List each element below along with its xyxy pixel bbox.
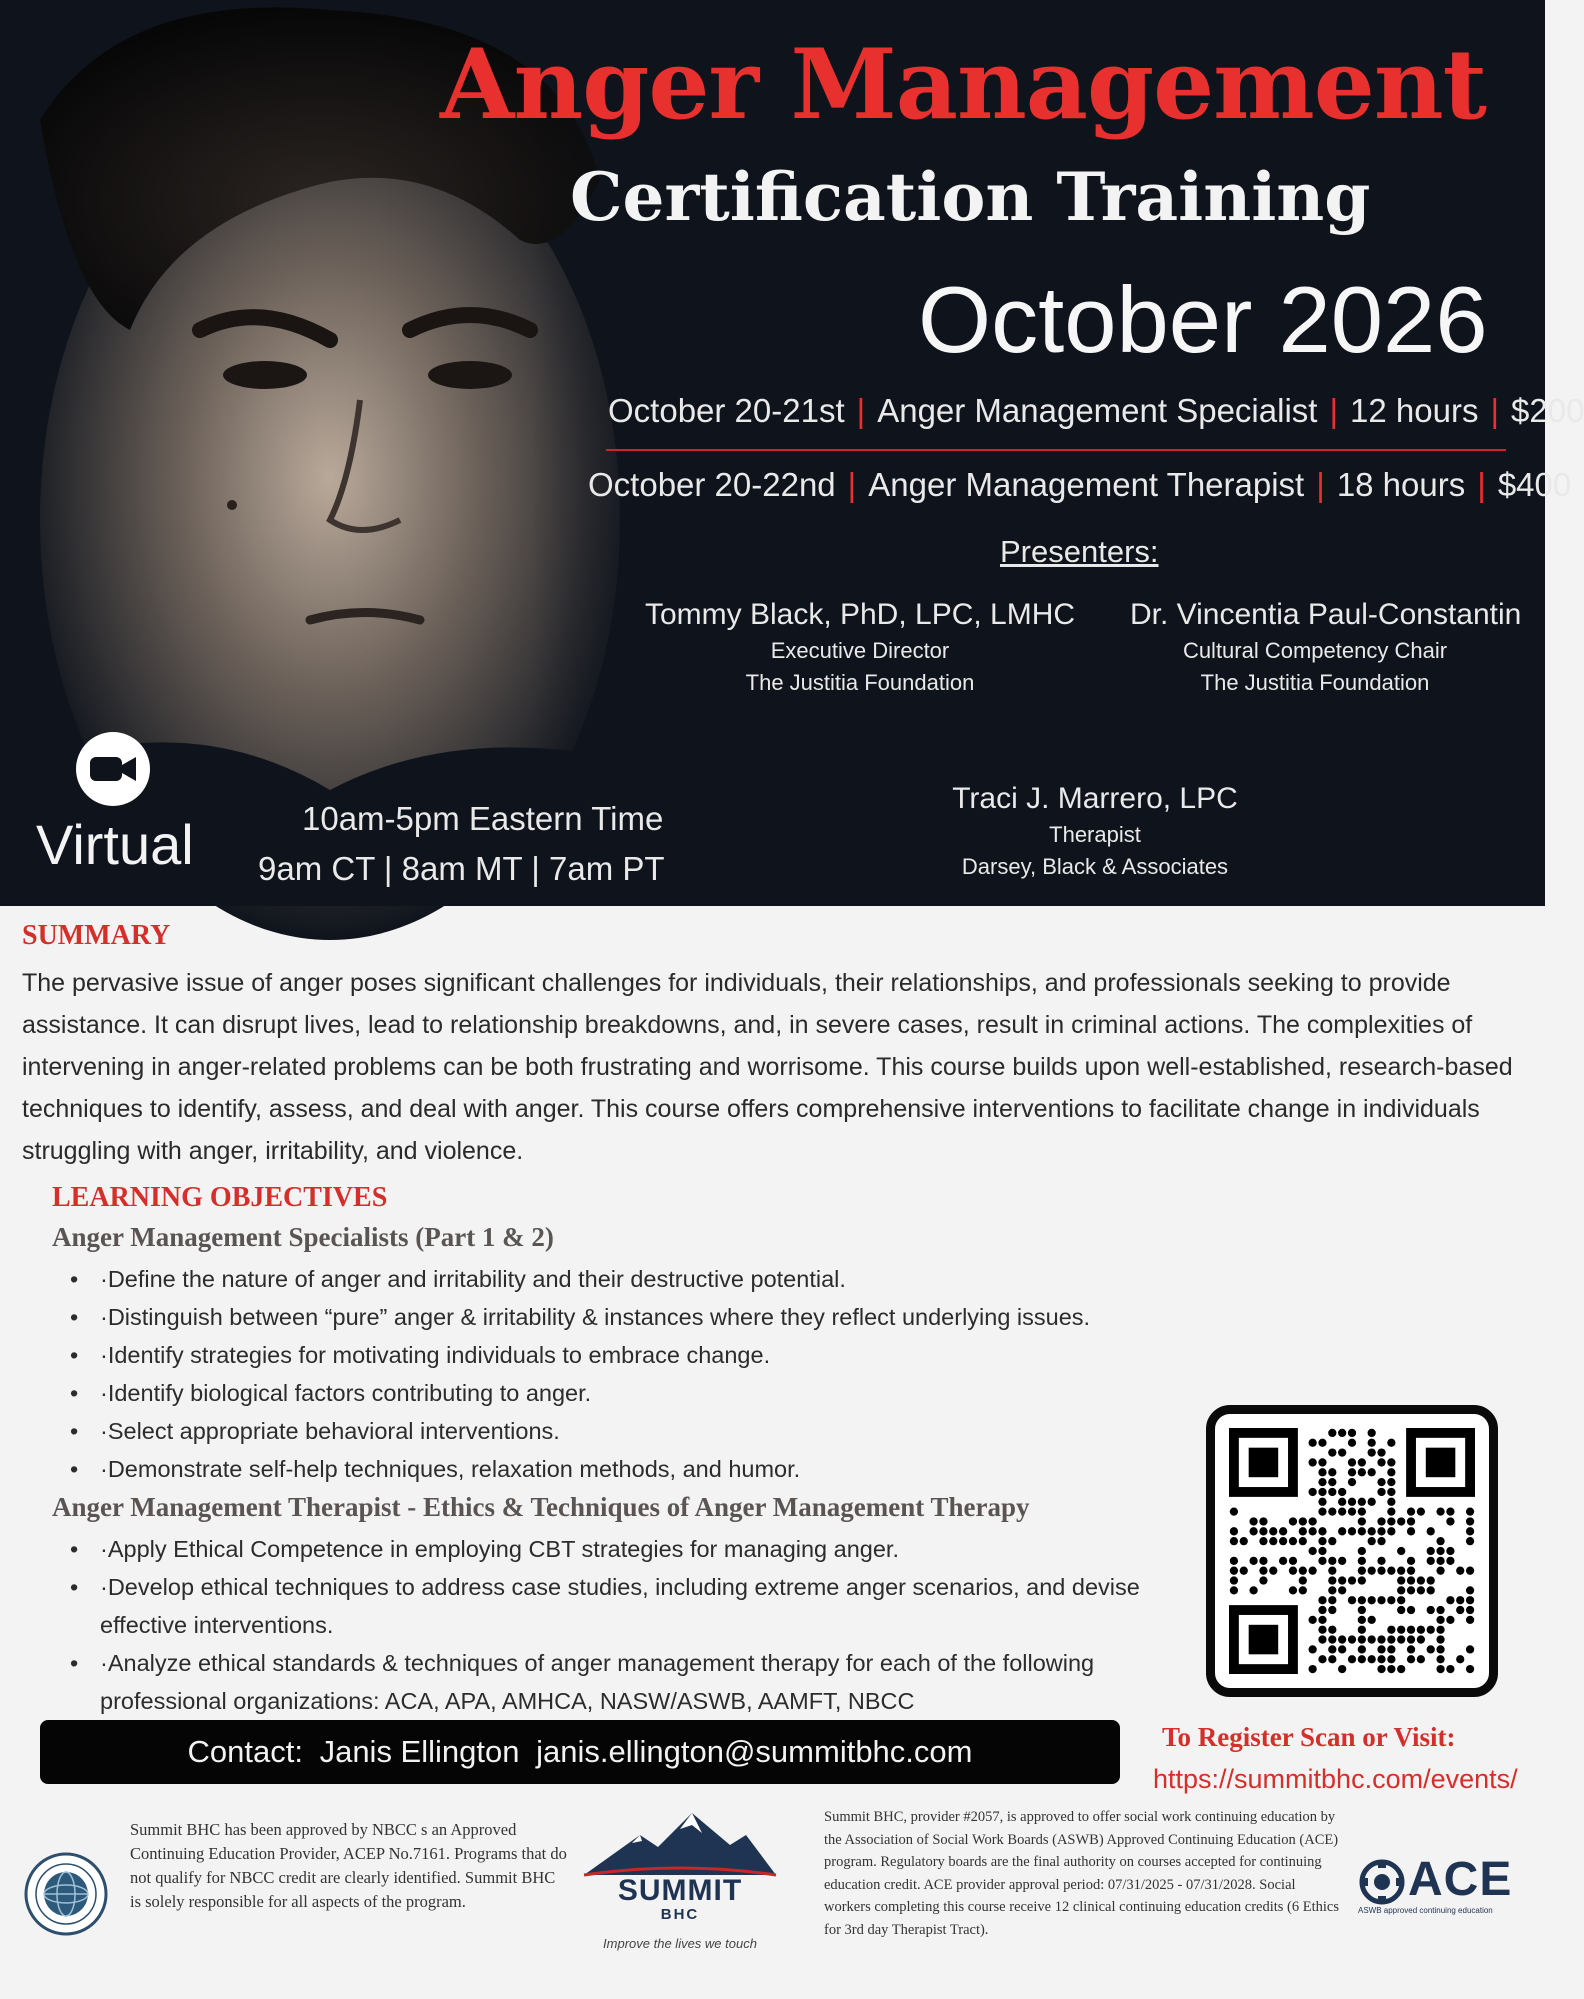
ace-logo-word: ACE	[1408, 1853, 1513, 1906]
list-item: • ·Identify biological factors contributing to anger.	[70, 1374, 1170, 1412]
presenter-org: The Justitia Foundation	[1200, 670, 1430, 695]
presenter-role: Therapist	[1049, 822, 1141, 847]
list-item: • ·Distinguish between “pure” anger & irritability & instances where they reflect underlying issues.	[70, 1298, 1170, 1336]
registration-qr-code[interactable]	[1206, 1405, 1498, 1697]
summary-paragraph: The pervasive issue of anger poses significant challenges for individuals, their relationships, and professionals seeking to provide assistance. It can disrupt lives, lead to relationship breakdowns, and, in severe cases, result in criminal actions. The complexities of intervening in anger-related problems can be both frustrating and worrisome. This course builds upon well-established, research-based techniques to identify, assess, and deal with anger. This course offers comprehensive interventions to facilitate change in individuals struggling with anger, irritability, and violence.	[22, 969, 1513, 1165]
event-title: Anger Management	[440, 28, 1486, 141]
session-name: Anger Management Specialist	[877, 392, 1318, 429]
list-item: • ·Select appropriate behavioral interventions.	[70, 1412, 1170, 1450]
session-hours: 18 hours	[1336, 466, 1466, 503]
list-item: • ·Analyze ethical standards & techniques of anger management therapy for each of the following professional organizations: ACA, APA, AMHCA, NASW/ASWB, AAMFT, NBCC	[70, 1644, 1190, 1720]
time-other-zones: 9am CT | 8am MT | 7am PT	[258, 850, 665, 887]
time-eastern: 10am-5pm Eastern Time	[302, 800, 664, 837]
summit-tagline: Improve the lives we touch	[603, 1936, 757, 1951]
hero-banner	[0, 0, 1584, 906]
ace-logo-sub: ASWB approved continuing education	[1358, 1906, 1493, 1915]
nbcc-approval-text: Summit BHC has been approved by NBCC s an Approved Continuing Education Provider, ACEP No.7161. Programs that do not qualify for NBCC credit are clearly identified. Summit BHC is solely responsible for all aspects of the program.	[130, 1820, 567, 1911]
list-item: • ·Apply Ethical Competence in employing CBT strategies for managing anger.	[70, 1530, 1190, 1568]
specialist-objectives-list	[70, 1260, 1170, 1488]
session-dates: October 20-22nd	[588, 466, 836, 503]
presenter-name: Tommy Black, PhD, LPC, LMHC	[644, 598, 1076, 631]
presenter-org: The Justitia Foundation	[745, 670, 975, 695]
session-therapist: October 20-22nd | Anger Management Therapist | 18 hours | $400	[588, 466, 1572, 503]
contact-bar	[40, 1720, 1120, 1784]
presenter-name: Dr. Vincentia Paul-Constantin	[1130, 598, 1522, 631]
register-link[interactable]: https://summitbhc.com/events/	[1153, 1764, 1518, 1794]
aswb-approval-text: Summit BHC, provider #2057, is approved to offer social work continuing education by the Association of Social Work Boards (ASWB) Approved Continuing Education (ACE) program. Regulatory boards are the final authority on courses accepted for continuing education credit. ACE provider approval period: 07/31/2025 - 07/31/2028. Social workers completing this course receive 12 clinical continuing education credits (6 Ethics for 3rd day Therapist Tract).	[824, 1809, 1339, 1938]
summit-logo-sub: BHC	[660, 1906, 700, 1923]
therapist-objectives-title: Anger Management Therapist - Ethics & Techniques of Anger Management Therapy	[52, 1492, 1030, 1522]
presenter-card	[1130, 598, 1522, 696]
session-name: Anger Management Therapist	[868, 466, 1305, 503]
nbcc-seal-icon	[24, 1852, 108, 1936]
session-divider	[606, 449, 1506, 451]
contact-label: Contact:	[187, 1734, 303, 1769]
contact-name: Janis Ellington	[319, 1734, 520, 1769]
therapist-objectives-list	[70, 1530, 1190, 1720]
summary-heading: SUMMARY	[22, 920, 171, 951]
event-subtitle: Certification Training	[570, 158, 1371, 236]
contact-email[interactable]: janis.ellington@summitbhc.com	[536, 1734, 973, 1769]
session-price: $200	[1511, 392, 1584, 429]
presenter-role: Executive Director	[770, 638, 950, 663]
register-heading: To Register Scan or Visit:	[1162, 1722, 1456, 1752]
session-dates: October 20-21st	[608, 392, 845, 429]
presenter-role: Cultural Competency Chair	[1182, 638, 1448, 663]
session-specialist: October 20-21st | Anger Management Specialist | 12 hours | $200	[608, 392, 1584, 429]
session-price: $400	[1497, 466, 1572, 503]
presenter-card	[640, 598, 1080, 696]
qr-code-icon	[1229, 1428, 1475, 1674]
event-date: October 2026	[918, 267, 1488, 372]
list-item: • ·Define the nature of anger and irritability and their destructive potential.	[70, 1260, 1170, 1298]
format-label: Virtual	[36, 813, 194, 876]
summit-logo-name: SUMMIT	[617, 1874, 743, 1907]
presenter-org: Darsey, Black & Associates	[961, 854, 1229, 879]
presenter-name: Traci J. Marrero, LPC	[952, 782, 1238, 815]
objectives-heading: LEARNING OBJECTIVES	[52, 1182, 388, 1213]
list-item: • ·Demonstrate self-help techniques, relaxation methods, and humor.	[70, 1450, 1170, 1488]
video-camera-icon	[76, 732, 150, 806]
presenter-card	[900, 782, 1290, 880]
list-item: • ·Develop ethical techniques to address case studies, including extreme anger scenarios, and devise effective interventions.	[70, 1568, 1190, 1644]
list-item: • ·Identify strategies for motivating individuals to embrace change.	[70, 1336, 1170, 1374]
session-hours: 12 hours	[1350, 392, 1479, 429]
specialist-objectives-title: Anger Management Specialists (Part 1 & 2)	[52, 1222, 554, 1252]
presenters-heading: Presenters:	[1000, 534, 1159, 569]
